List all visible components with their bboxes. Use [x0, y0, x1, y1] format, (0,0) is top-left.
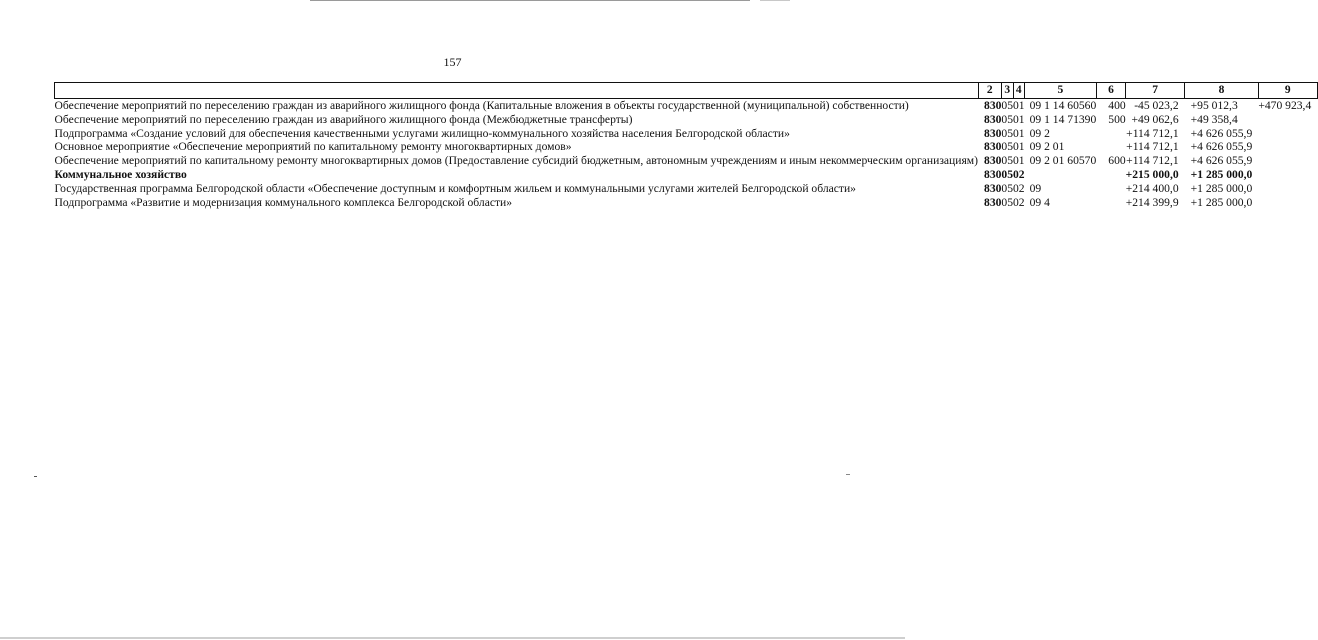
row-description: Обеспечение мероприятий по капитальному ремонту многоквартирных домов (Предоставление субсидий бюджетным, автономным учреждениям и иным некоммерческим организациям): [54, 154, 979, 168]
header-col-7: 7: [1126, 83, 1185, 99]
row-expense-type: [1096, 196, 1125, 210]
header-col-1: [55, 83, 979, 99]
header-col-3: 3: [1001, 83, 1013, 99]
row-amount-col9: [1258, 168, 1317, 182]
scan-edge-line: [310, 0, 750, 1]
row-admin-code: 830: [984, 112, 1002, 126]
row-amount-col7: +114 712,1: [1126, 126, 1179, 140]
row-description: Подпрограмма «Развитие и модернизация коммунального комплекса Белгородской области»: [54, 195, 513, 209]
row-amount-col8: +95 012,3: [1190, 99, 1238, 112]
table-row: [55, 140, 1318, 154]
row-expense-type: [1096, 140, 1125, 154]
row-expense-type: [1096, 168, 1125, 182]
row-section: 05: [1001, 140, 1013, 154]
row-target-article: 09 2 01 60570: [1029, 154, 1097, 168]
table-header: [55, 83, 1318, 99]
row-amount-col8: +4 626 055,9: [1190, 126, 1253, 140]
row-subsection: 02: [1013, 167, 1025, 181]
budget-table: [54, 82, 1318, 209]
header-col-2: 2: [978, 83, 1001, 99]
row-amount-col8: +1 285 000,0: [1190, 195, 1253, 209]
row-amount-col7: -45 023,2: [1134, 99, 1179, 112]
row-expense-type: 600: [1108, 154, 1126, 168]
row-section: 05: [1001, 167, 1013, 181]
table-row: [55, 154, 1318, 168]
header-row: [55, 83, 1318, 99]
row-subsection: 02: [1013, 181, 1025, 195]
header-col-5: 5: [1025, 83, 1097, 99]
table-row: [55, 182, 1318, 196]
row-target-article: 09 2 01: [1029, 140, 1065, 154]
page-number: 157: [443, 55, 462, 69]
row-amount-col7: +214 399,9: [1125, 195, 1179, 209]
table-body: [55, 99, 1318, 210]
row-amount-col9: [1258, 127, 1317, 141]
scan-bottom-edge: [0, 637, 905, 639]
row-amount-col7: +215 000,0: [1125, 167, 1179, 181]
row-subsection: 02: [1013, 195, 1025, 209]
row-target-article: 09: [1029, 181, 1042, 195]
row-amount-col8: +49 358,4: [1190, 112, 1238, 126]
table-row: [55, 99, 1318, 113]
row-description: Подпрограмма «Создание условий для обеспечения качественными услугами жилищно-коммунального хозяйства населения Белгородской области»: [54, 126, 790, 140]
row-amount-col9: [1258, 196, 1317, 210]
header-col-8: 8: [1185, 83, 1259, 99]
row-expense-type: 400: [1108, 99, 1126, 112]
row-amount-col8: +1 285 000,0: [1190, 167, 1253, 181]
row-subsection: 01: [1013, 112, 1025, 126]
row-target-article: 09 1 14 71390: [1029, 112, 1097, 126]
table-row: [55, 127, 1318, 141]
row-admin-code: 830: [984, 140, 1002, 154]
table-row: [55, 196, 1318, 210]
row-target-article: 09 1 14 60560: [1029, 99, 1097, 112]
row-amount-col7: +114 712,1: [1126, 140, 1179, 154]
row-section: 05: [1001, 99, 1013, 112]
scan-artifact-mark: [846, 474, 850, 475]
row-amount-col8: +4 626 055,9: [1190, 154, 1253, 168]
row-target-article: [1025, 168, 1097, 182]
table-row: [55, 113, 1318, 127]
table-row-section-total: [55, 168, 1318, 182]
row-amount-col8: +4 626 055,9: [1190, 140, 1253, 154]
row-amount-col9: [1258, 140, 1317, 154]
row-section: 05: [1001, 181, 1013, 195]
row-amount-col7: +49 062,6: [1131, 112, 1179, 126]
row-expense-type: 500: [1108, 112, 1126, 126]
row-amount-col8: +1 285 000,0: [1190, 181, 1253, 195]
row-description: Коммунальное хозяйство: [54, 167, 187, 181]
row-description: Обеспечение мероприятий по переселению граждан из аварийного жилищного фонда (Межбюджетные трансферты): [54, 112, 633, 126]
row-admin-code: 830: [984, 99, 1002, 112]
row-amount-col9: [1258, 154, 1317, 168]
row-target-article: 09 4: [1029, 195, 1050, 209]
row-subsection: 01: [1013, 140, 1025, 154]
row-description: Основное мероприятие «Обеспечение мероприятий по капитальному ремонту многоквартирных домов»: [54, 140, 572, 154]
scan-edge-mark: [760, 0, 790, 1]
row-description: Обеспечение мероприятий по переселению граждан из аварийного жилищного фонда (Капитальные вложения в объекты государственной (муниципальной) собственности): [54, 99, 909, 112]
row-amount-col9: [1258, 182, 1317, 196]
row-subsection: 01: [1013, 99, 1025, 112]
row-subsection: 01: [1013, 154, 1025, 168]
row-admin-code: 830: [984, 195, 1002, 209]
row-section: 05: [1001, 154, 1013, 168]
header-col-9: 9: [1258, 83, 1317, 99]
row-amount-col9: [1258, 113, 1317, 127]
scan-artifact-mark: [34, 476, 37, 477]
row-section: 05: [1001, 195, 1013, 209]
row-amount-col9: +470 923,4: [1258, 99, 1312, 112]
row-admin-code: 830: [984, 126, 1002, 140]
row-description: Государственная программа Белгородской области «Обеспечение доступным и комфортным жильем и коммунальными услугами жителей Белгородской области»: [54, 181, 856, 195]
row-expense-type: [1096, 127, 1125, 141]
row-section: 05: [1001, 126, 1013, 140]
row-section: 05: [1001, 112, 1013, 126]
header-col-4: 4: [1013, 83, 1025, 99]
row-admin-code: 830: [984, 154, 1002, 168]
row-target-article: 09 2: [1029, 126, 1050, 140]
row-expense-type: [1096, 182, 1125, 196]
row-amount-col7: +114 712,1: [1126, 154, 1179, 168]
row-admin-code: 830: [984, 167, 1002, 181]
header-col-6: 6: [1096, 83, 1125, 99]
row-amount-col7: +214 400,0: [1125, 181, 1179, 195]
row-admin-code: 830: [984, 181, 1002, 195]
row-subsection: 01: [1013, 126, 1025, 140]
